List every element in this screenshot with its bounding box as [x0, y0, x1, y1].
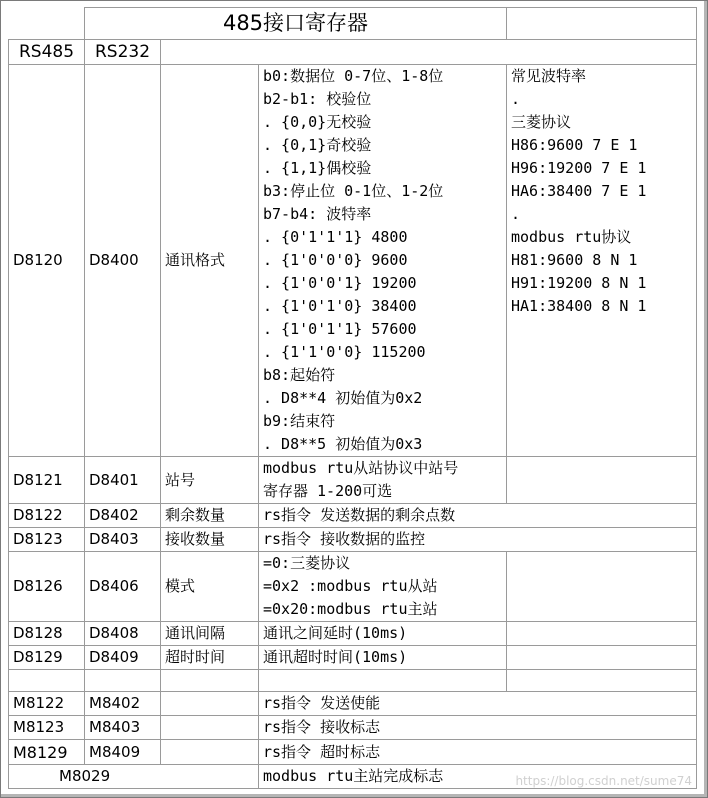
- table-row-empty: [507, 457, 697, 504]
- title-empty-cell: [507, 8, 697, 40]
- spacer-cell: [259, 670, 507, 692]
- table-row-rs232: D8409: [85, 646, 161, 670]
- flag-row-rs232: M8403: [85, 716, 161, 740]
- format-desc-line: . {1'1'0'0} 115200: [263, 343, 426, 361]
- table-row-name: 通讯间隔: [161, 622, 259, 646]
- format-desc-line: . {0'1'1'1} 4800: [263, 228, 408, 246]
- header-rs485: RS485: [9, 40, 85, 65]
- table-row-name: 模式: [161, 552, 259, 622]
- flag-row-rs485: M8123: [9, 716, 85, 740]
- baud-note-line: .: [511, 205, 521, 223]
- flag-row-name: [161, 716, 259, 740]
- format-rs485-code: D8120: [9, 65, 85, 457]
- flag-row-name: [161, 740, 259, 765]
- format-desc-line: . {1'0'1'0} 38400: [263, 297, 417, 315]
- format-desc-line: b0:数据位 0-7位、1-8位: [263, 67, 444, 85]
- format-desc-line: b9:结束符: [263, 412, 336, 430]
- flag-row-rs485: M8122: [9, 692, 85, 716]
- baud-notes: [507, 65, 697, 457]
- baud-note-line: H96:19200 7 E 1: [511, 159, 647, 177]
- table-row-name: 超时时间: [161, 646, 259, 670]
- format-desc-line: . D8**5 初始值为0x3: [263, 435, 423, 453]
- table-row-rs485: D8126: [9, 552, 85, 622]
- table-row-rs232: D8408: [85, 622, 161, 646]
- spacer-cell: [507, 670, 697, 692]
- table-row-desc-line: =0:三菱协议: [263, 554, 351, 572]
- table-row-rs485: D8122: [9, 504, 85, 528]
- format-desc-line: b2-b1: 校验位: [263, 90, 372, 108]
- baud-note-line: H81:9600 8 N 1: [511, 251, 638, 269]
- watermark: https://blog.csdn.net/sume74: [515, 774, 692, 788]
- table-row-rs485: D8121: [9, 457, 85, 504]
- table-row-rs485: D8129: [9, 646, 85, 670]
- format-rs232-code: D8400: [85, 65, 161, 457]
- flag-row-desc: rs指令 超时标志: [259, 740, 697, 765]
- table-row-desc: [259, 552, 507, 622]
- baud-note-line: H86:9600 7 E 1: [511, 136, 638, 154]
- baud-note-line: 三菱协议: [511, 113, 572, 131]
- baud-note-line: HA1:38400 8 N 1: [511, 297, 647, 315]
- baud-note-line: H91:19200 8 N 1: [511, 274, 647, 292]
- format-desc-line: b7-b4: 波特率: [263, 205, 372, 223]
- table-row-desc: [259, 457, 507, 504]
- flag-row-desc: rs指令 发送使能: [259, 692, 697, 716]
- table-row-desc: 通讯超时时间(10ms): [259, 646, 507, 670]
- table-row-desc-line: modbus rtu从站协议中站号: [263, 459, 459, 477]
- table-row-rs232: D8403: [85, 528, 161, 552]
- table-row-rs232: D8406: [85, 552, 161, 622]
- flag-row-rs232: M8402: [85, 692, 161, 716]
- table-row-rs232: D8402: [85, 504, 161, 528]
- baud-note-line: 常见波特率: [511, 67, 587, 85]
- baud-note-line: modbus rtu协议: [511, 228, 632, 246]
- table-row-name: 接收数量: [161, 528, 259, 552]
- format-desc-line: . {0,1}奇校验: [263, 136, 372, 154]
- format-name: 通讯格式: [161, 65, 259, 457]
- format-desc-line: b8:起始符: [263, 366, 336, 384]
- last-row-desc: modbus rtu主站完成标志: [259, 765, 697, 789]
- table-title: 485接口寄存器: [85, 8, 507, 40]
- baud-note-line: .: [511, 90, 521, 108]
- header-rs232: RS232: [85, 40, 161, 65]
- format-desc-line: b3:停止位 0-1位、1-2位: [263, 182, 444, 200]
- format-desc-line: . {1,1}偶校验: [263, 159, 372, 177]
- register-table: [8, 7, 697, 789]
- flag-row-desc: rs指令 接收标志: [259, 716, 697, 740]
- table-row-rs232: D8401: [85, 457, 161, 504]
- format-desc-line: . {1'0'0'1} 19200: [263, 274, 417, 292]
- spacer-cell: [85, 670, 161, 692]
- baud-note-line: HA6:38400 7 E 1: [511, 182, 647, 200]
- format-desc-line: . {1'0'0'0} 9600: [263, 251, 408, 269]
- table-row-empty: [507, 646, 697, 670]
- format-desc-line: . {1'0'1'1} 57600: [263, 320, 417, 338]
- table-row-name: 剩余数量: [161, 504, 259, 528]
- table-row-rs485: D8123: [9, 528, 85, 552]
- table-row-desc-line: =0x2 :modbus rtu从站: [263, 577, 438, 595]
- table-row-rs485: D8128: [9, 622, 85, 646]
- header-empty-cell: [161, 40, 697, 65]
- format-description: [259, 65, 507, 457]
- corner-cell: [9, 8, 85, 40]
- flag-row-rs485: M8129: [9, 740, 85, 765]
- table-row-empty: [507, 552, 697, 622]
- table-row-desc: rs指令 接收数据的监控: [259, 528, 697, 552]
- table-row-desc-line: =0x20:modbus rtu主站: [263, 600, 438, 618]
- spacer-cell: [161, 670, 259, 692]
- flag-row-rs232: M8409: [85, 740, 161, 765]
- table-row-desc: 通讯之间延时(10ms): [259, 622, 507, 646]
- format-desc-line: . D8**4 初始值为0x2: [263, 389, 423, 407]
- last-row-code: M8029: [9, 765, 259, 789]
- table-row-desc: rs指令 发送数据的剩余点数: [259, 504, 697, 528]
- format-desc-line: . {0,0}无校验: [263, 113, 372, 131]
- flag-row-name: [161, 692, 259, 716]
- table-row-desc-line: 寄存器 1-200可选: [263, 482, 393, 500]
- spacer-cell: [9, 670, 85, 692]
- table-row-name: 站号: [161, 457, 259, 504]
- table-row-empty: [507, 622, 697, 646]
